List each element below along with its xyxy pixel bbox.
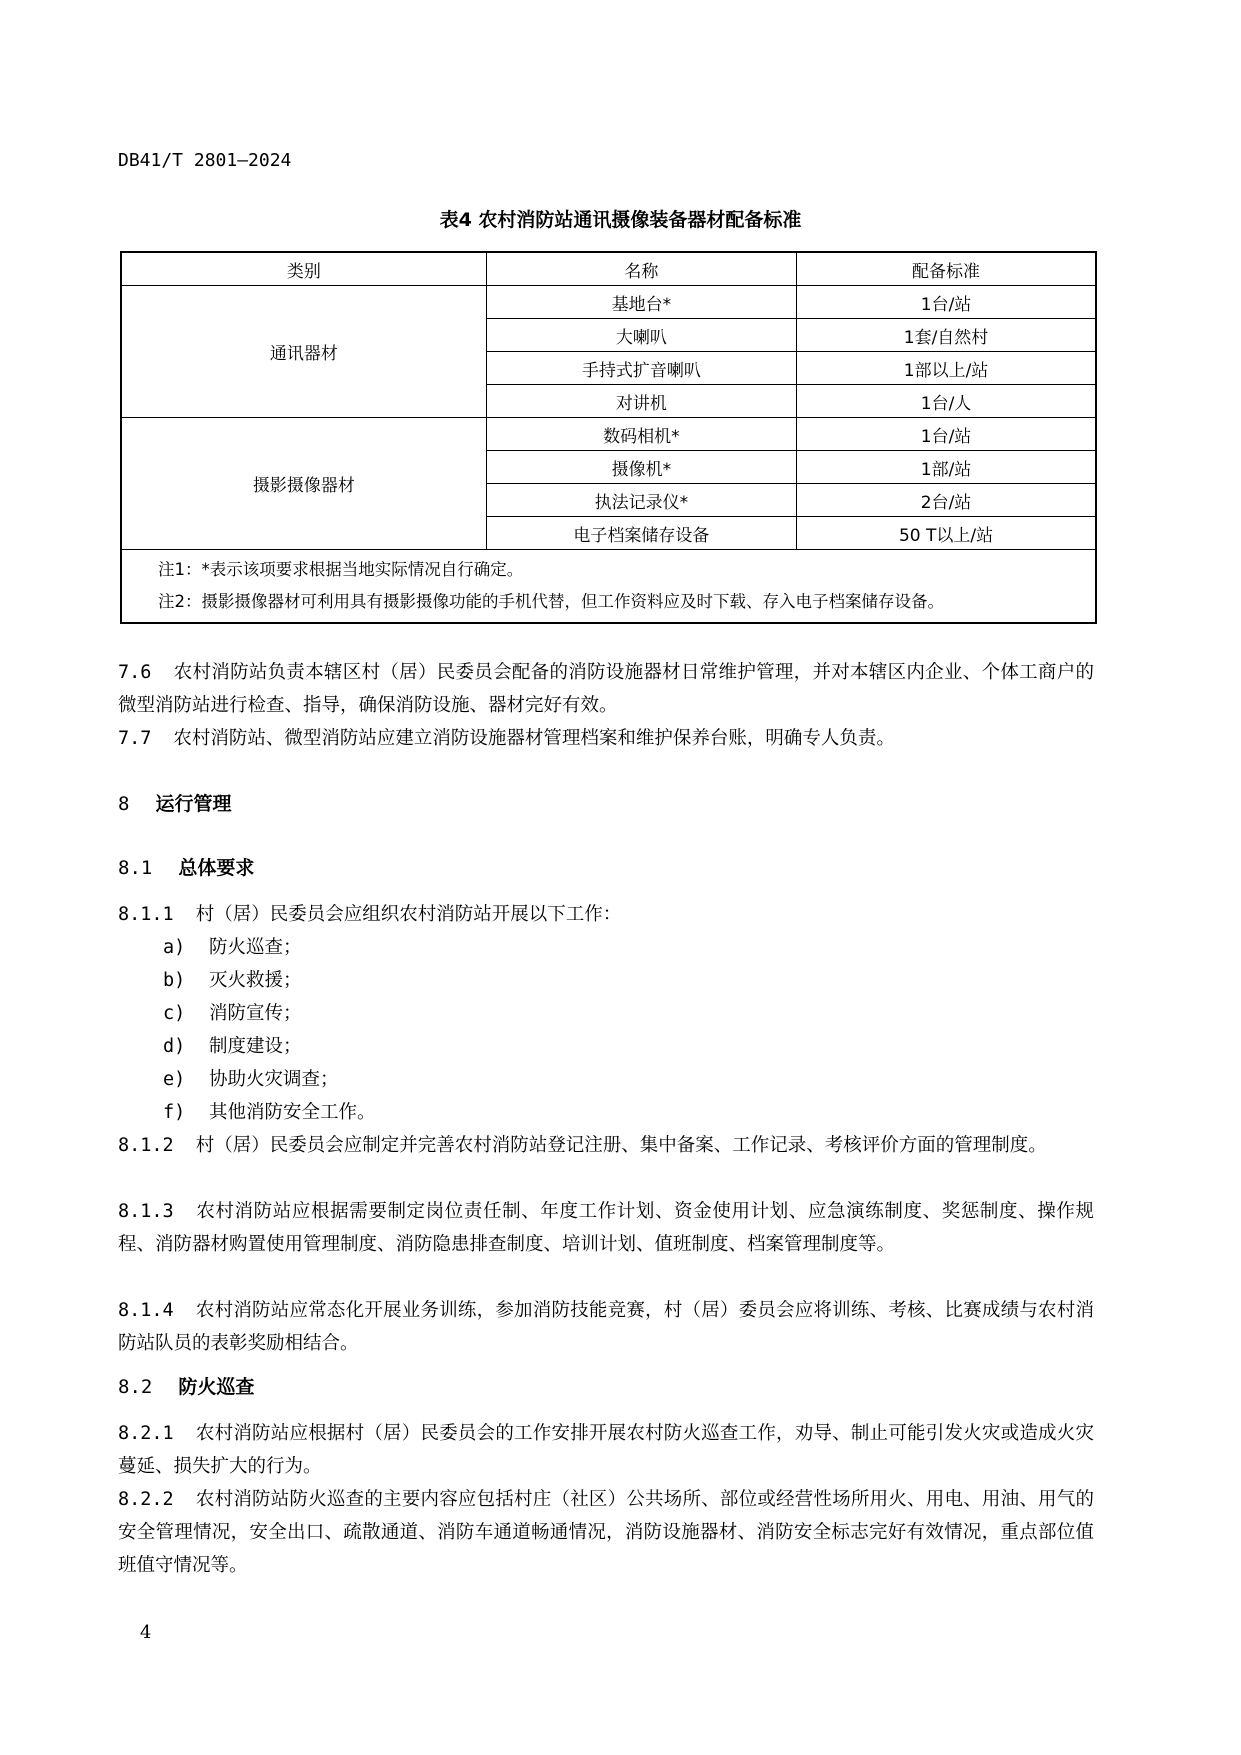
section-title: 运行管理 (155, 793, 232, 815)
list-item (163, 1063, 376, 1096)
item-name: 大喇叭 (486, 319, 796, 352)
clause-number: 8.2.2 (118, 1489, 174, 1510)
item-standard: 1台/人 (797, 385, 1096, 418)
list-item (163, 997, 376, 1030)
clause-number: 7.7 (118, 728, 152, 749)
clause-text: 村（居）民委员会应制定并完善农村消防站登记注册、集中备案、工作记录、考核评价方面的管理制度。 (195, 1135, 1047, 1156)
item-standard: 1部以上/站 (797, 352, 1096, 385)
clause-text: 农村消防站应根据村（居）民委员会的工作安排开展农村防火巡查工作，劝导、制止可能引发火灾或造成火灾蔓延、损失扩大的行为。 (118, 1423, 1094, 1477)
list-text: 灭火救援； (209, 970, 302, 991)
item-standard: 1台/站 (797, 286, 1096, 319)
clause-text: 农村消防站、微型消防站应建立消防设施器材管理档案和维护保养台账，明确专人负责。 (173, 728, 895, 749)
section-title: 防火巡查 (178, 1376, 255, 1398)
clause-text: 农村消防站应根据需要制定岗位责任制、年度工作计划、资金使用计划、应急演练制度、奖惩制度、操作规程、消防器材购置使用管理制度、消防隐患排查制度、培训计划、值班制度、档案管理制度等。 (118, 1201, 1094, 1255)
clause-8-1-2 (118, 1129, 1094, 1162)
clause-number: 8.1.1 (118, 904, 174, 925)
page-number: 4 (140, 1622, 152, 1643)
clause-text: 农村消防站负责本辖区村（居）民委员会配备的消防设施器材日常维护管理，并对本辖区内企业、个体工商户的微型消防站进行检查、指导，确保消防设施、器材完好有效。 (118, 662, 1094, 716)
table-notes-row (121, 550, 1096, 624)
clause-8-1-4 (118, 1294, 1094, 1360)
item-standard: 2台/站 (797, 484, 1096, 517)
table-note: 注2：摄影摄像器材可利用具有摄影摄像功能的手机代替，但工作资料应及时下载、存入电子档案储存设备。 (158, 592, 944, 611)
section-number: 8.1 (118, 857, 153, 879)
clause-text: 农村消防站防火巡查的主要内容应包括村庄（社区）公共场所、部位或经营性场所用火、用电、用油、用气的安全管理情况，安全出口、疏散通道、消防车通道畅通情况，消防设施器材、消防安全标志完好有效情况，重点部位值班值守情况等。 (118, 1489, 1094, 1576)
item-name: 摄像机* (486, 451, 796, 484)
list-letter: a) (163, 937, 186, 958)
list-text: 防火巡查； (209, 937, 302, 958)
item-name: 对讲机 (486, 385, 796, 418)
list-text: 制度建设； (209, 1036, 302, 1057)
item-name: 手持式扩音喇叭 (486, 352, 796, 385)
item-standard: 1台/站 (797, 418, 1096, 451)
item-name: 电子档案储存设备 (486, 517, 796, 550)
item-name: 执法记录仪* (486, 484, 796, 517)
table-title: 表4 农村消防站通讯摄像装备器材配备标准 (439, 209, 802, 231)
table-row (121, 418, 1096, 451)
column-header-standard: 配备标准 (797, 252, 1096, 286)
clause-number: 7.6 (118, 662, 152, 683)
section-title: 总体要求 (178, 857, 255, 879)
list-text: 协助火灾调查； (209, 1069, 339, 1090)
clause-text: 农村消防站应常态化开展业务训练，参加消防技能竞赛，村（居）委员会应将训练、考核、比赛成绩与农村消防站队员的表彰奖励相结合。 (118, 1300, 1094, 1354)
section-number: 8 (118, 793, 130, 815)
clause-number: 8.2.1 (118, 1423, 174, 1444)
list-text: 其他消防安全工作。 (209, 1102, 376, 1123)
work-list (163, 931, 376, 1129)
table-header-row (121, 252, 1096, 286)
table-notes (121, 550, 1096, 624)
item-standard: 1部/站 (797, 451, 1096, 484)
clause-number: 8.1.3 (118, 1201, 174, 1222)
subsection-heading-8-1 (118, 853, 254, 880)
clause-text: 村（居）民委员会应组织农村消防站开展以下工作： (195, 904, 622, 925)
section-number: 8.2 (118, 1376, 153, 1398)
list-letter: d) (163, 1036, 186, 1057)
clause-number: 8.1.4 (118, 1300, 174, 1321)
subsection-heading-8-2 (118, 1372, 254, 1399)
clause-7-7 (118, 722, 1094, 755)
clause-8-1-3 (118, 1195, 1094, 1261)
column-header-name: 名称 (486, 252, 796, 286)
list-item (163, 931, 376, 964)
document-code: DB41/T 2801—2024 (118, 150, 292, 171)
item-standard: 50 T以上/站 (797, 517, 1096, 550)
clause-8-2-2 (118, 1483, 1094, 1582)
category-cell: 摄影摄像器材 (121, 418, 486, 550)
list-letter: c) (163, 1003, 186, 1024)
table-note: 注1：*表示该项要求根据当地实际情况自行确定。 (158, 560, 524, 579)
list-item (163, 964, 376, 997)
clause-7-6 (118, 656, 1094, 722)
list-letter: e) (163, 1069, 186, 1090)
clause-number: 8.1.2 (118, 1135, 174, 1156)
list-letter: f) (163, 1102, 186, 1123)
list-item (163, 1030, 376, 1063)
clause-8-1-1 (118, 898, 1094, 931)
item-name: 数码相机* (486, 418, 796, 451)
column-header-category: 类别 (121, 252, 486, 286)
item-standard: 1套/自然村 (797, 319, 1096, 352)
section-heading-8 (118, 789, 231, 816)
list-text: 消防宣传； (209, 1003, 302, 1024)
list-item (163, 1096, 376, 1129)
equipment-table (120, 251, 1097, 624)
category-cell: 通讯器材 (121, 286, 486, 418)
list-letter: b) (163, 970, 186, 991)
item-name: 基地台* (486, 286, 796, 319)
table-row (121, 286, 1096, 319)
clause-8-2-1 (118, 1417, 1094, 1483)
